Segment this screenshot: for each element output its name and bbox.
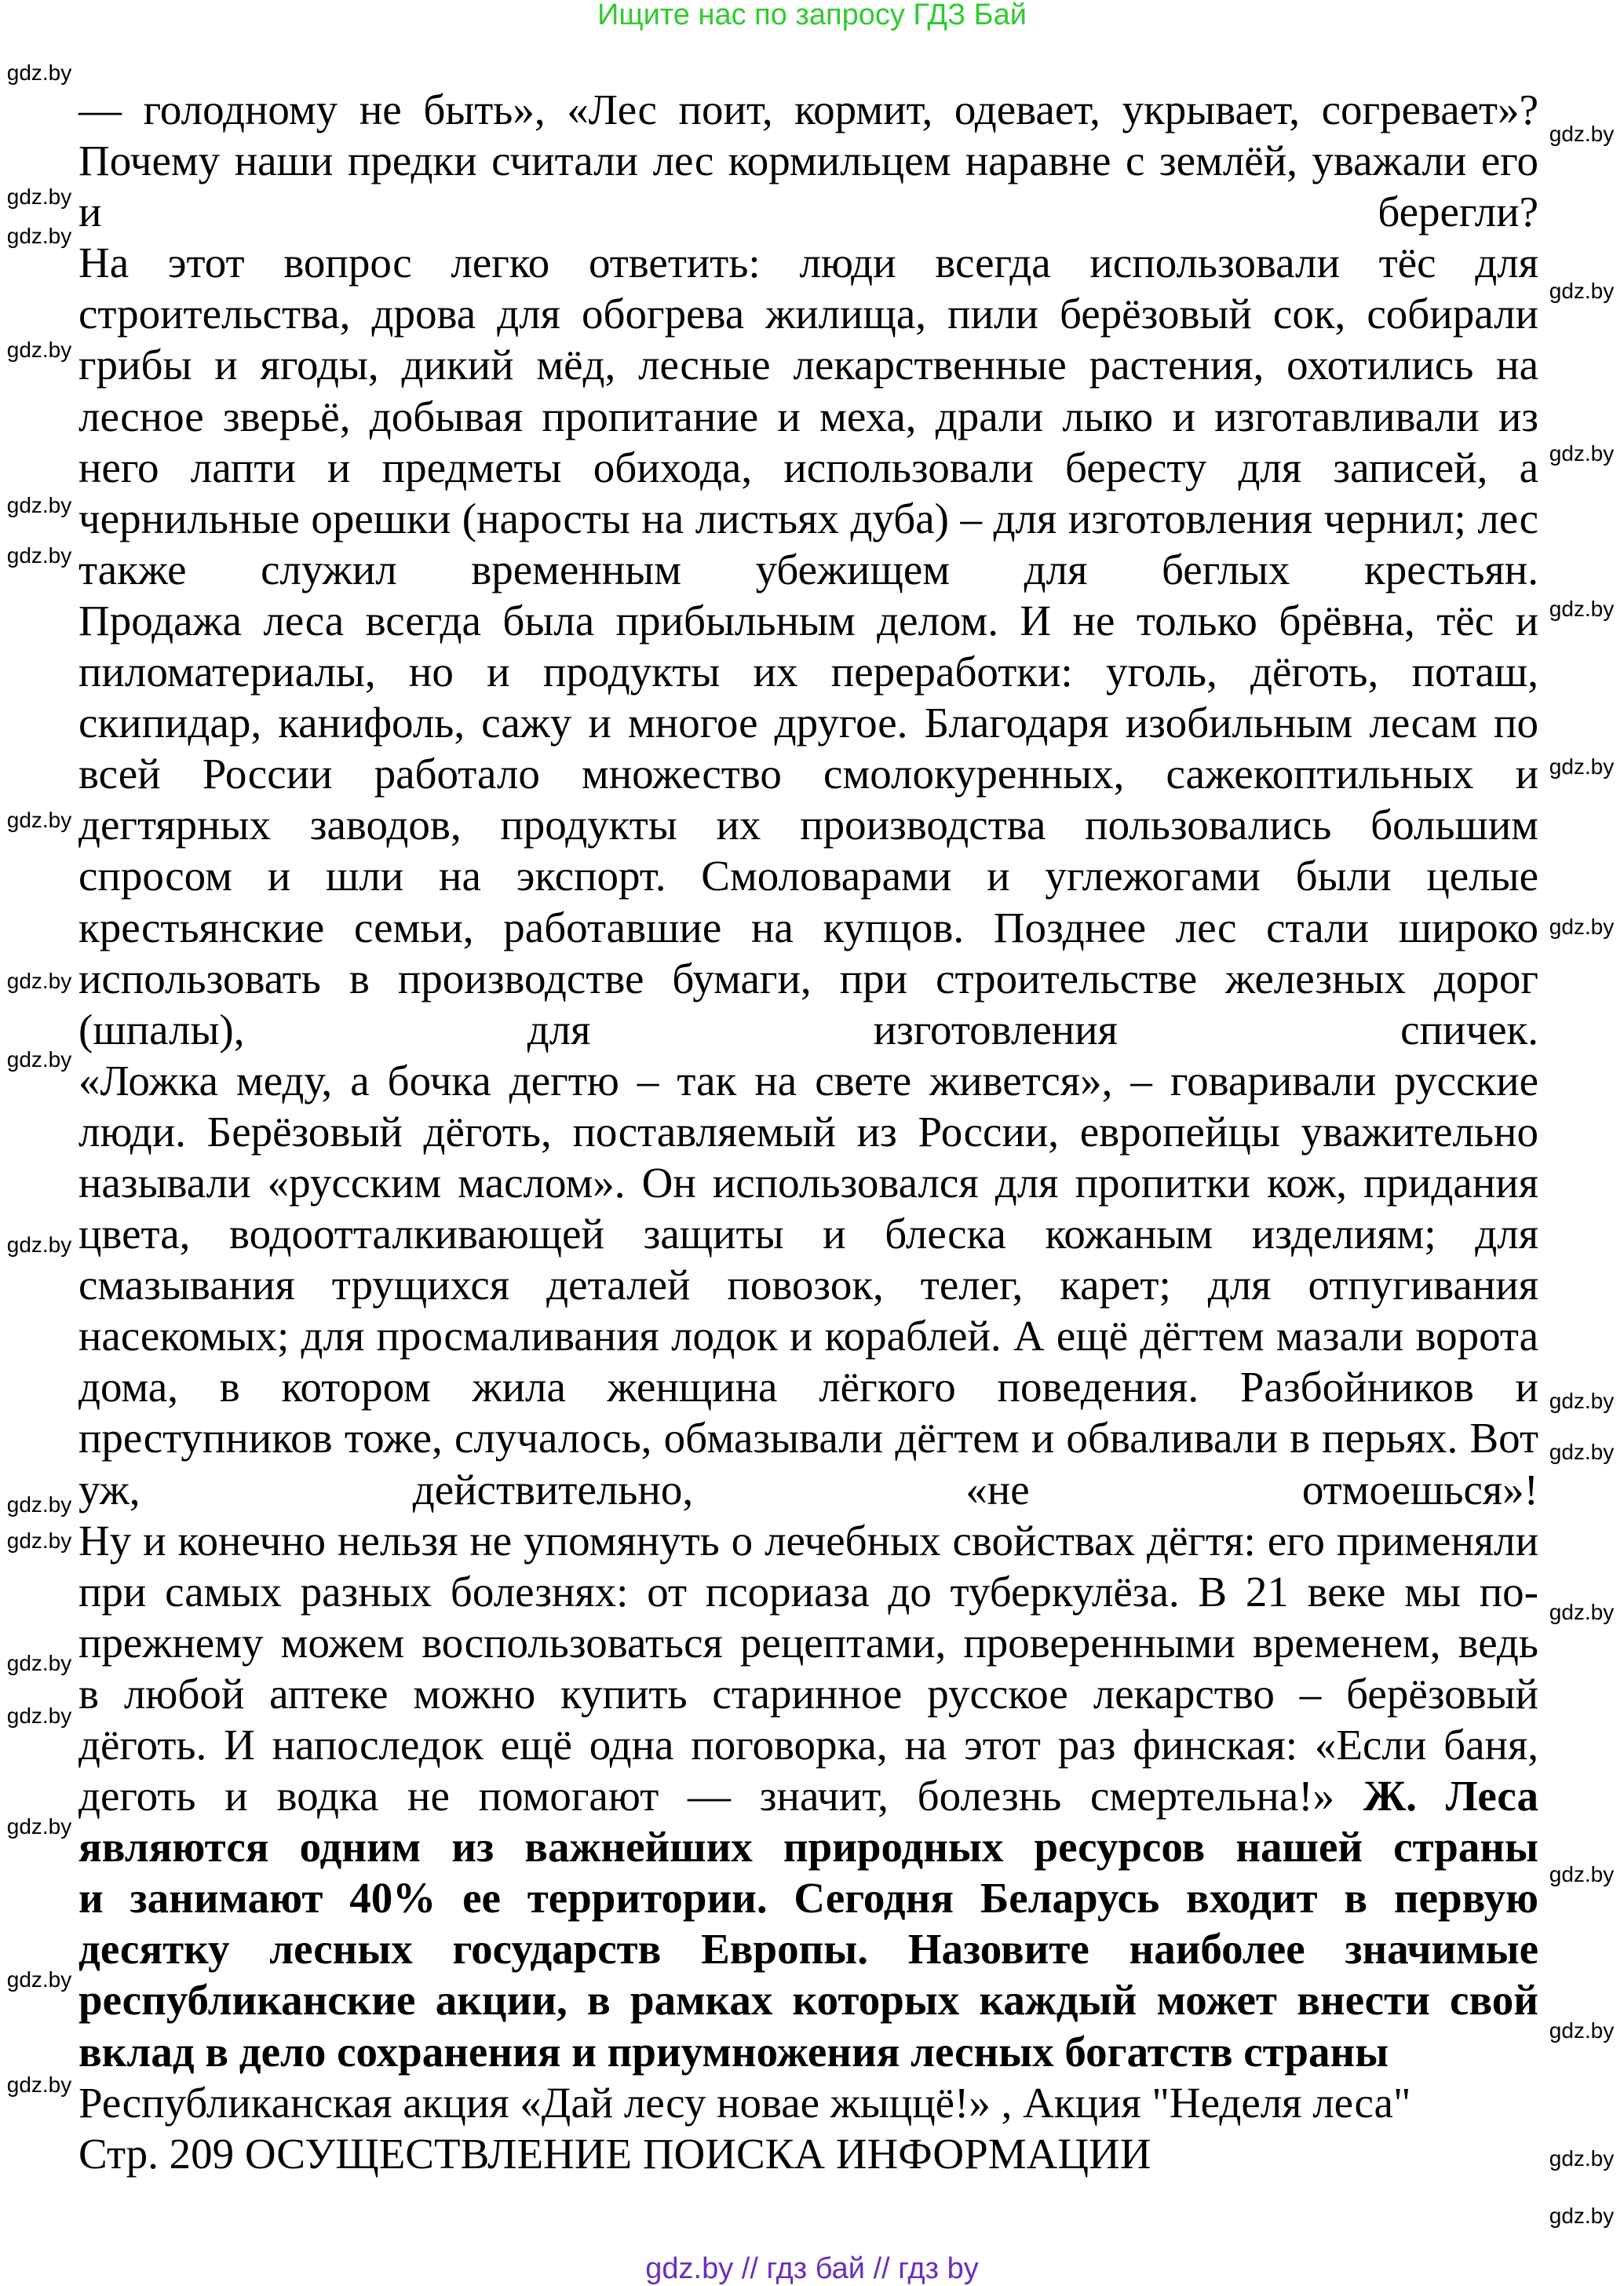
text-line-content: «Ложка меду, а бочка дегтю – так на свете живется», – говаривали русские <box>78 1056 1538 1105</box>
text-line-content: и берегли? <box>78 188 1538 236</box>
gdz-watermark: gdz.by <box>6 2072 72 2097</box>
text-line <box>78 288 1538 339</box>
text-line-content: На этот вопрос легко ответить: люди всегда использовали тёс для <box>78 239 1538 287</box>
text-line <box>78 1617 1538 1668</box>
text-line-content: цвета, водоотталкивающей защиты и блеска кожаным изделиям; для <box>78 1210 1538 1258</box>
text-line <box>78 1668 1538 1719</box>
text-line <box>78 339 1538 390</box>
gdz-watermark: gdz.by <box>6 1528 72 1553</box>
text-line-content: десятку лесных государств Европы. Назовите наиболее значимые <box>78 1925 1538 1974</box>
text-line <box>78 1259 1538 1310</box>
text-line-content: и занимают 40% ее территории. Сегодня Беларусь входит в первую <box>78 1874 1538 1923</box>
text-line <box>78 1464 1538 1515</box>
gdz-watermark: gdz.by <box>6 1047 72 1072</box>
text-line-content: называли «русским маслом». Он использовался для пропитки кож, придания <box>78 1158 1538 1207</box>
gdz-watermark: gdz.by <box>1549 279 1615 303</box>
text-line <box>78 1923 1538 1974</box>
text-line <box>78 1566 1538 1617</box>
gdz-watermark: gdz.by <box>1549 1389 1615 1413</box>
gdz-watermark: gdz.by <box>1549 597 1615 621</box>
text-line-content: преступников тоже, случалось, обмазывали дёгтем и обваливали в перьях. Вот <box>78 1414 1538 1463</box>
gdz-watermark: gdz.by <box>1549 915 1615 939</box>
text-line <box>78 1361 1538 1412</box>
gdz-watermark: gdz.by <box>6 1814 72 1839</box>
text-line <box>78 1055 1538 1106</box>
text-line <box>78 84 1538 135</box>
text-line <box>78 902 1538 953</box>
text-line <box>78 135 1538 186</box>
gdz-watermark: gdz.by <box>6 60 72 85</box>
gdz-watermark: gdz.by <box>1549 441 1615 466</box>
gdz-watermark: gdz.by <box>6 338 72 362</box>
bold-question-start: Ж. Леса <box>1363 1772 1538 1820</box>
search-hint-banner: Ищите нас по запросу ГДЗ Бай <box>597 0 1027 31</box>
gdz-watermark: gdz.by <box>6 1651 72 1675</box>
gdz-watermark: gdz.by <box>1549 1600 1615 1624</box>
text-line-content: него лапти и предметы обихода, использовали бересту для записей, а <box>78 443 1538 491</box>
text-line-content: люди. Берёзовый дёготь, поставляемый из России, европейцы уважительно <box>78 1107 1538 1156</box>
text-line <box>78 2128 1538 2179</box>
text-line <box>78 1974 1538 2025</box>
gdz-watermark: gdz.by <box>1549 2146 1615 2171</box>
text-line-content: строительства, дрова для обогрева жилища, пили берёзовый сок, собирали <box>78 290 1538 338</box>
text-line-content: крестьянские семьи, работавшие на купцов. Позднее лес стали широко <box>78 903 1538 951</box>
text-line <box>78 953 1538 1004</box>
text-line-content: уж, действительно, «не отмоешься»! <box>78 1465 1538 1514</box>
text-line-content: дегтярных заводов, продукты их производства пользовались большим <box>78 801 1538 849</box>
text-line-content: дёготь. И напоследок ещё одна поговорка, на этот раз финская: «Если баня, <box>78 1721 1538 1769</box>
gdz-watermark: gdz.by <box>6 224 72 248</box>
text-line-content: использовать в производстве бумаги, при строительстве железных дорог <box>78 954 1538 1002</box>
gdz-watermark: gdz.by <box>6 1704 72 1728</box>
text-line-content: вклад в дело сохранения и приумножения лесных богатств страны <box>78 2027 1389 2076</box>
gdz-watermark: gdz.by <box>1549 1862 1615 1886</box>
text-line-content: скипидар, канифоль, сажу и многое другое. Благодаря изобильным лесам по <box>78 699 1538 747</box>
gdz-watermark: gdz.by <box>6 969 72 993</box>
text-line-content: чернильные орешки (наросты на листьях дуба) – для изготовления чернил; лес <box>78 494 1538 542</box>
text-line-content: дома, в котором жила женщина лёгкого поведения. Разбойников и <box>78 1363 1538 1411</box>
text-line <box>78 1821 1538 1872</box>
text-line <box>78 1106 1538 1157</box>
text-line <box>78 1412 1538 1463</box>
text-line-content: лесное зверьё, добывая пропитание и меха, драли лыко и изготавливали из <box>78 392 1538 440</box>
text-line <box>78 1004 1538 1055</box>
text-line-content: смазывания трущихся деталей повозок, телег, карет; для отпугивания <box>78 1261 1538 1309</box>
text-line-content: деготь и водка не помогают — значит, болезнь смертельна!» <box>78 1772 1335 1820</box>
text-line-content: пиломатериалы, но и продукты их переработки: уголь, дёготь, поташ, <box>78 648 1538 696</box>
gdz-watermark: gdz.by <box>6 184 72 209</box>
gdz-watermark: gdz.by <box>6 493 72 517</box>
text-line <box>78 748 1538 799</box>
text-line <box>78 2026 1538 2077</box>
text-line-content: грибы и ягоды, дикий мёд, лесные лекарственные растения, охотились на <box>78 341 1538 389</box>
text-line <box>78 493 1538 544</box>
text-line-content: — голодному не быть», «Лес поит, кормит, одевает, укрывает, согревает»? <box>78 86 1538 133</box>
text-line-content: Продажа леса всегда была прибыльным делом. И не только брёвна, тёс и <box>78 596 1538 645</box>
gdz-watermark: gdz.by <box>1549 2018 1615 2043</box>
text-line <box>78 1208 1538 1259</box>
text-line-content: при самых разных болезнях: от псориаза до туберкулёза. В 21 веке мы по- <box>78 1567 1538 1616</box>
text-line-content: в любой аптеке можно купить старинное русское лекарство – берёзовый <box>78 1669 1538 1718</box>
text-line <box>78 850 1538 901</box>
text-line-content: спросом и шли на экспорт. Смоловарами и углежогами были целые <box>78 852 1538 900</box>
text-line <box>78 1770 1538 1821</box>
text-line <box>78 544 1538 595</box>
text-line <box>78 1515 1538 1566</box>
text-line <box>78 1157 1538 1208</box>
gdz-watermark: gdz.by <box>1549 122 1615 146</box>
text-line <box>78 646 1538 697</box>
gdz-watermark: gdz.by <box>1549 754 1615 779</box>
text-line <box>78 1719 1538 1770</box>
text-line-content: прежнему можем воспользоваться рецептами, проверенными временем, ведь <box>78 1618 1538 1667</box>
text-line <box>78 391 1538 442</box>
text-line <box>78 186 1538 237</box>
gdz-watermark: gdz.by <box>6 808 72 832</box>
gdz-watermark: gdz.by <box>6 1232 72 1257</box>
gdz-watermark: gdz.by <box>6 1967 72 1992</box>
text-line-content: Ну и конечно нельзя не упомянуть о лечебных свойствах дёгтя: его применяли <box>78 1516 1538 1565</box>
gdz-watermark: gdz.by <box>1549 2204 1615 2228</box>
text-line <box>78 237 1538 288</box>
gdz-watermark: gdz.by <box>1549 1440 1615 1464</box>
text-line <box>78 1310 1538 1361</box>
text-line <box>78 697 1538 748</box>
text-line-content: Стр. 209 ОСУЩЕСТВЛЕНИЕ ПОИСКА ИНФОРМАЦИИ <box>78 2129 1151 2178</box>
gdz-watermark: gdz.by <box>6 1492 72 1517</box>
text-line <box>78 1872 1538 1923</box>
text-line <box>78 799 1538 850</box>
text-line-content: Почему наши предки считали лес кормильцем наравне с землёй, уважали его <box>78 137 1538 185</box>
text-line <box>78 442 1538 493</box>
document-text <box>78 84 1538 2179</box>
text-line-content: насекомых; для просмаливания лодок и кораблей. А ещё дёгтем мазали ворота <box>78 1312 1538 1360</box>
text-line <box>78 595 1538 646</box>
text-line-content: являются одним из важнейших природных ресурсов нашей страны <box>78 1823 1538 1872</box>
text-line <box>78 2077 1538 2128</box>
text-line-content: (шпалы), для изготовления спичек. <box>78 1005 1538 1054</box>
text-line-content: республиканские акции, в рамках которых каждый может внести свой <box>78 1976 1538 2025</box>
gdz-watermark: gdz.by <box>6 543 72 568</box>
footer-links[interactable]: gdz.by // гдз бай // гдз by <box>645 2252 979 2285</box>
text-line-content: всей России работало множество смолокуренных, сажекоптильных и <box>78 750 1538 798</box>
text-line-content: Республиканская акция «Дай лесу новае жыццё!» , Акция "Неделя леса" <box>78 2078 1411 2127</box>
text-line-content: также служил временным убежищем для беглых крестьян. <box>78 545 1538 593</box>
